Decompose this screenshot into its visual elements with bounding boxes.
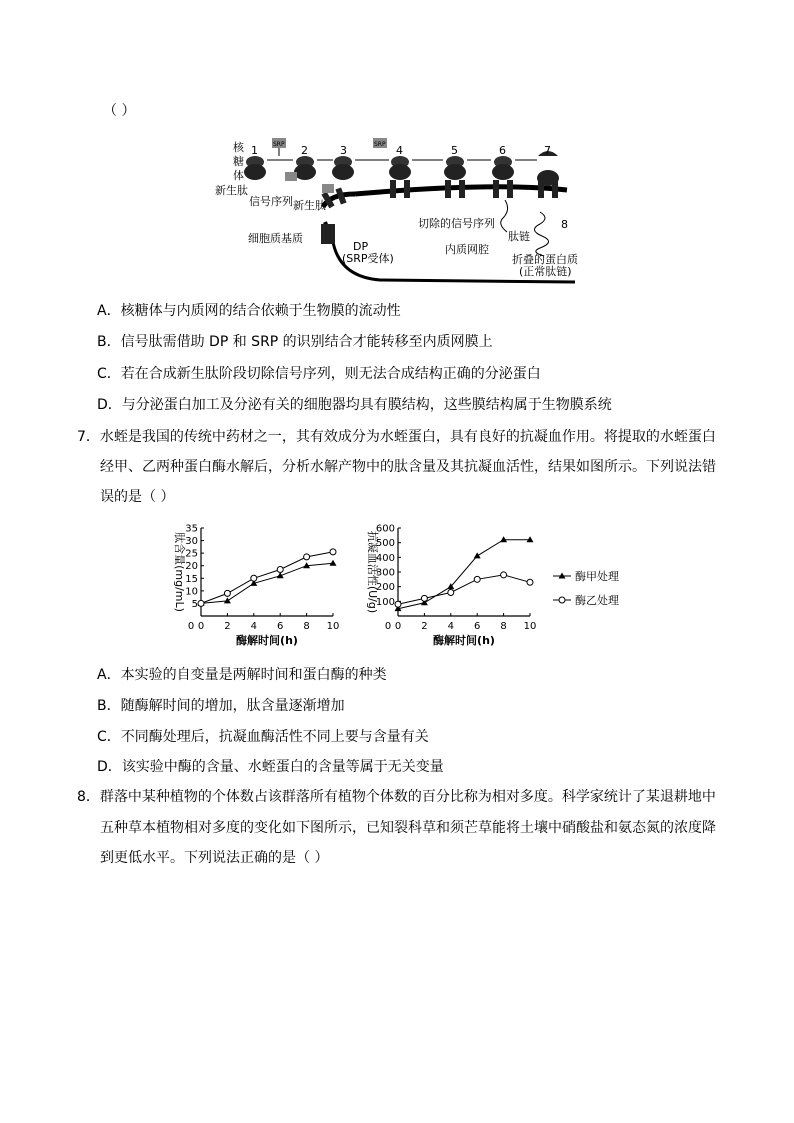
ribosome-5 (444, 156, 466, 198)
chart2-series-2-point (421, 595, 427, 601)
q8-stem-line-3: 到更低水平。下列说法正确的是（ ） (100, 850, 329, 866)
chart1-y-tick-label: 5 (191, 598, 198, 610)
chart2-series-2-point (501, 572, 507, 578)
legend-marker-2 (559, 597, 565, 603)
chart1-y-tick-label: 35 (185, 523, 198, 535)
chart2-series-2-point (448, 590, 454, 596)
q6-option-a: A．核糖体与内质网的结合依赖于生物膜的流动性 (97, 303, 401, 319)
chart1-y-axis-label: 肽含量(mg/mL) (173, 532, 186, 612)
chart1-y-tick-label: 15 (185, 573, 198, 585)
question-answer-paren: （ ） (103, 103, 136, 119)
chart2-x-tick-label: 4 (447, 621, 454, 632)
q7-option-c: C．不同酶处理后，抗凝血酶活性不同上要与含量有关 (97, 729, 429, 745)
chart2-x-tick-label: 2 (421, 621, 428, 632)
label-er-lumen: 内质网腔 (445, 243, 489, 256)
step-7: 7 (544, 144, 551, 157)
step-1: 1 (251, 144, 258, 157)
chart2-y-tick-label: 300 (375, 567, 395, 579)
q7-charts-svg (166, 518, 646, 650)
chart2-series-2-point (395, 601, 401, 607)
label-cut-signal: 切除的信号序列 (418, 217, 495, 230)
step-4: 4 (396, 144, 403, 157)
chart2-x-tick-label: 6 (474, 621, 481, 632)
chart1-series-2-point (224, 590, 230, 596)
chart1-series-2-point (251, 575, 257, 581)
chart2-x-axis-label: 酶解时间(h) (433, 634, 495, 647)
srp-er-diagram (205, 132, 585, 292)
legend-label-1: 酶甲处理 (575, 570, 619, 583)
chart1-series-1-point (330, 560, 337, 566)
q7-stem-line-1: 7．水蛭是我国的传统中药材之一，其有效成分为水蛭蛋白，具有良好的抗凝血作用。将提取的水蛭蛋白 (77, 429, 716, 445)
label-signal-seq: 信号序列 (249, 195, 293, 208)
chart1-x-tick-label: 8 (303, 621, 310, 632)
q6-option-b: B．信号肽需借助 DP 和 SRP 的识别结合才能转移至内质网膜上 (97, 334, 493, 350)
chart2-y-tick-label: 200 (375, 582, 395, 594)
label-dp-note: (SRP受体) (342, 252, 394, 265)
label-dp: DP (353, 240, 369, 253)
q8-stem-line-1: 8．群落中某种植物的个体数占该群落所有植物个体数的百分比称为相对多度。科学家统计了某退耕地中 (77, 789, 716, 805)
label-new-peptide: 新生肽 (215, 184, 248, 197)
chart1-y-tick-label: 10 (185, 586, 198, 598)
chart2-x-tick-label: 10 (523, 621, 537, 632)
chart1-y-tick-label: 20 (185, 561, 198, 573)
chart1-y-tick-label: 30 (185, 536, 198, 548)
srp-label-2: SRP (374, 141, 386, 148)
q6-option-c: C．若在合成新生肽阶段切除信号序列，则无法合成结构正确的分泌蛋白 (97, 366, 541, 382)
q6-option-d: D．与分泌蛋白加工及分泌有关的细胞器均具有膜结构，这些膜结构属于生物膜系统 (97, 397, 612, 413)
ribosome-6 (492, 156, 514, 198)
chart2-series-2-point (474, 576, 480, 582)
q7-stem-line-2: 经甲、乙两种蛋白酶水解后，分析水解产物中的肽含量及其抗凝血活性，结果如图所示。下列说法错 (100, 459, 716, 475)
chart1-y-tick-label: 25 (185, 548, 198, 560)
label-cytoplasm: 细胞质基质 (248, 232, 303, 245)
chart1-x-tick-label: 6 (277, 621, 284, 632)
label-peptide-chain: 肽链 (508, 230, 530, 243)
q7-option-a: A．本实验的自变量是两解时间和蛋白酶的种类 (97, 667, 387, 683)
chart1-series-2-point (198, 600, 204, 606)
step-8: 8 (561, 218, 568, 231)
srp-label-1: SRP (273, 141, 285, 148)
label-folded-note: (正常肽链) (519, 265, 572, 278)
step-3: 3 (340, 144, 347, 157)
chart2-x-tick-label: 0 (394, 621, 402, 632)
chart2-series-1-point (474, 552, 481, 558)
chart1-series-2-line (201, 552, 333, 604)
chart1-series-2-point (304, 554, 310, 560)
step-5: 5 (451, 144, 458, 157)
label-new-peptide-2: 新生肽 (293, 199, 326, 212)
q8-stem-line-2: 五种草本植物相对多度的变化如下图所示，已知裂科草和须芒草能将土壤中硝酸盐和氨态氮的浓度降 (100, 820, 716, 836)
chart2-origin-label: 0 (384, 621, 392, 632)
step-2: 2 (301, 144, 308, 157)
chart2-y-axis-label: 抗凝血活性(U/g) (366, 530, 379, 614)
legend-label-2: 酶乙处理 (575, 594, 619, 607)
q7-option-b: B．随酶解时间的增加，肽含量逐渐增加 (97, 698, 345, 714)
chart1-series-1-point (224, 597, 231, 603)
chart2-y-tick-label: 600 (375, 523, 395, 535)
ribosome-7 (537, 151, 559, 198)
chart1-series-1-line (201, 563, 333, 603)
ribosome-3 (332, 156, 354, 180)
chart1-origin-label: 0 (187, 621, 195, 632)
chart1-x-tick-label: 4 (250, 621, 257, 632)
chart1-x-tick-label: 0 (197, 621, 205, 632)
label-ribosome-2: 糖 (233, 155, 244, 168)
chart2-series-2-line (398, 575, 530, 604)
q7-option-d: D．该实验中酶的含量、水蛭蛋白的含量等属于无关变量 (97, 759, 444, 775)
label-folded-protein: 折叠的蛋白质 (512, 253, 578, 266)
chart2-y-tick-label: 400 (375, 552, 395, 564)
chart2-y-tick-label: 500 (375, 538, 395, 550)
label-ribosome-3: 体 (233, 169, 244, 182)
chart1-series-2-point (277, 566, 283, 572)
chart1-series-2-point (330, 549, 336, 555)
step-6: 6 (499, 144, 506, 157)
ribosome-2 (294, 156, 316, 180)
label-ribosome-1: 核 (233, 141, 244, 154)
ribosome-1 (244, 156, 266, 180)
q7-charts (166, 518, 646, 654)
chart1-x-axis-label: 酶解时间(h) (236, 634, 298, 647)
chart2-y-tick-label: 100 (375, 596, 395, 608)
chart2-series-1-line (398, 540, 530, 609)
q7-stem-line-3: 误的是（ ） (100, 489, 175, 505)
chart1-x-tick-label: 10 (326, 621, 340, 632)
chart1-x-tick-label: 2 (224, 621, 231, 632)
chart2-series-2-point (527, 579, 533, 585)
chart2-x-tick-label: 8 (500, 621, 507, 632)
